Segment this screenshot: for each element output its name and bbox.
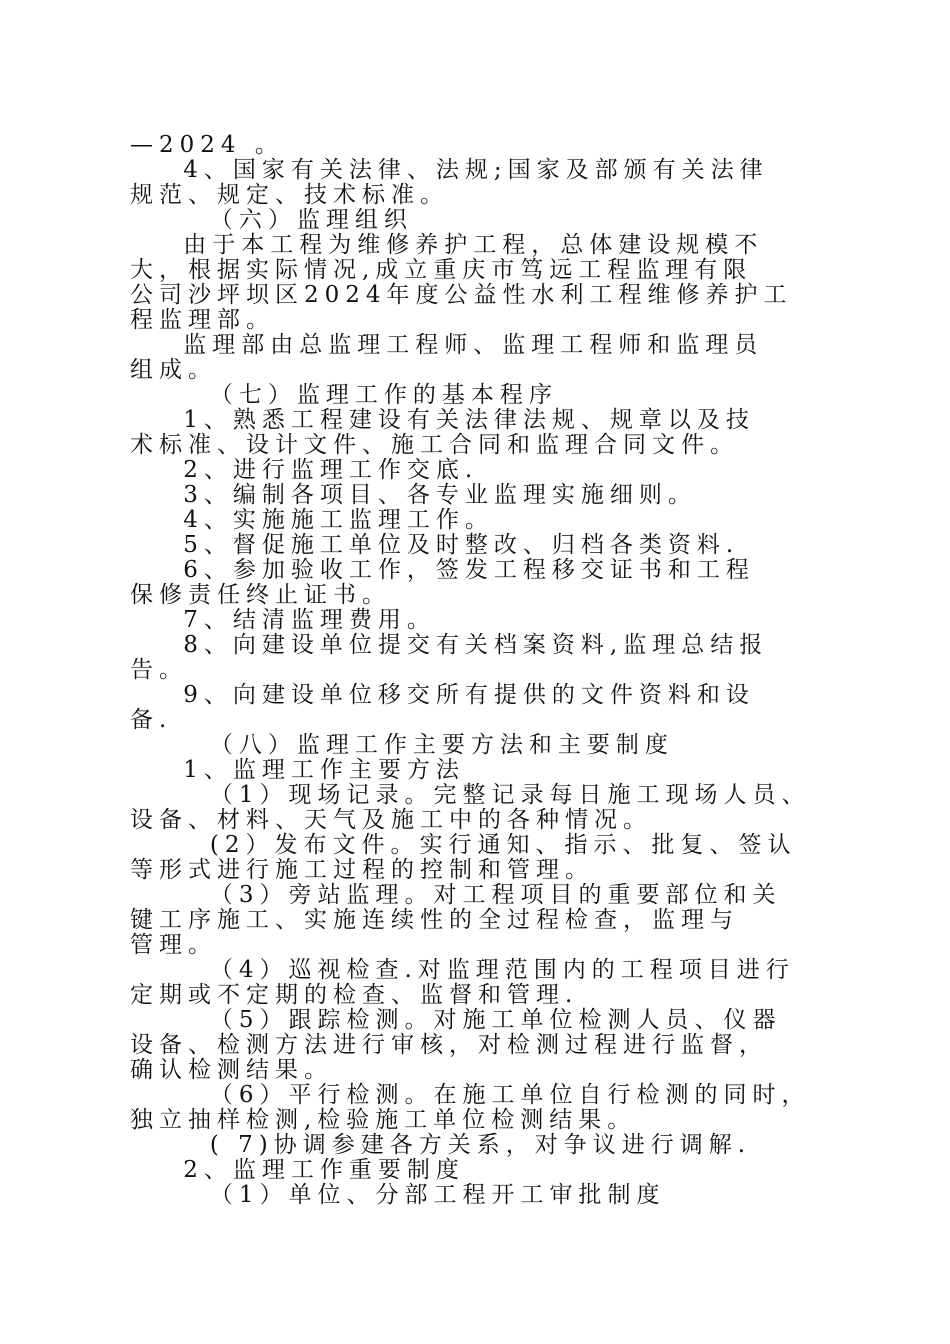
document-body — [130, 133, 865, 1208]
text-line: 9、向建设单位移交所有提供的文件资料和设 — [130, 682, 755, 708]
text-line: 设备、材料、天气及施工中的各种情况。 — [130, 807, 652, 833]
text-line: 1、熟悉工程建设有关法律法规、规章以及技 — [130, 407, 755, 433]
text-line: 确认检测结果。 — [130, 1057, 333, 1083]
subsection-heading: 1、监理工作主要方法 — [130, 757, 465, 783]
text-line: 公司沙坪坝区2024年度公益性水利工程维修养护工 — [130, 282, 793, 308]
text-line: （6）平行检测。在施工单位自行检测的同时， — [130, 1082, 811, 1108]
text-line: 监理部由总监理工程师、监理工程师和监理员 — [130, 332, 764, 358]
text-line: 程监理部。 — [130, 307, 275, 333]
text-line: （3）旁站监理。对工程项目的重要部位和关 — [130, 882, 782, 908]
text-line: 备. — [130, 707, 173, 733]
text-line: （1）单位、分部工程开工审批制度 — [130, 1182, 666, 1208]
text-line: 等形式进行施工过程的控制和管理。 — [130, 857, 594, 883]
text-line: 保修责任终止证书。 — [130, 582, 391, 608]
text-line: 设备、检测方法进行审核，对检测过程进行监督， — [130, 1032, 768, 1058]
text-line: 告。 — [130, 657, 188, 683]
text-line: 定期或不定期的检查、监督和管理. — [130, 982, 579, 1008]
text-line: 8、向建设单位提交有关档案资料,监理总结报 — [130, 632, 769, 658]
text-line: 术标准、设计文件、施工合同和监理合同文件。 — [130, 432, 739, 458]
text-line: 7、结清监理费用。 — [130, 607, 436, 633]
text-line: 3、编制各项目、各专业监理实施细则。 — [130, 482, 697, 508]
text-line: 组成。 — [130, 357, 217, 383]
section-heading: （八）监理工作主要方法和主要制度 — [130, 732, 674, 758]
text-line: (2）发布文件。实行通知、指示、批复、签认 — [130, 832, 797, 858]
text-line: 由于本工程为维修养护工程，总体建设规模不 — [130, 232, 764, 258]
text-line: 6、参加验收工作，签发工程移交证书和工程 — [130, 557, 755, 583]
section-heading: （六）监理组织 — [130, 207, 413, 233]
text-line: （1）现场记录。完整记录每日施工现场人员、 — [130, 782, 811, 808]
text-line: 规范、规定、技术标准。 — [130, 182, 449, 208]
text-line: 大，根据实际情况,成立重庆市笃远工程监理有限 — [130, 257, 753, 283]
text-line: 键工序施工、实施连续性的全过程检查，监理与 — [130, 907, 739, 933]
subsection-heading: 2、监理工作重要制度 — [130, 1157, 465, 1183]
text-line: —2024 。 — [130, 132, 284, 158]
text-line: 管理。 — [130, 932, 217, 958]
text-line: 2、进行监理工作交底. — [130, 457, 479, 483]
text-line: （5）跟踪检测。对施工单位检测人员、仪器 — [130, 1007, 782, 1033]
text-line: 5、督促施工单位及时整改、归档各类资料. — [130, 532, 740, 558]
text-line: 独立抽样检测,检验施工单位检测结果。 — [130, 1107, 637, 1133]
text-line: ( 7)协调参建各方关系，对争议进行调解. — [130, 1132, 752, 1158]
text-line: （4）巡视检查.对监理范围内的工程项目进行 — [130, 957, 795, 983]
text-line: 4、实施施工监理工作。 — [130, 507, 494, 533]
section-heading: （七）监理工作的基本程序 — [130, 382, 558, 408]
text-line: 4、国家有关法律、法规;国家及部颁有关法律 — [130, 157, 769, 183]
